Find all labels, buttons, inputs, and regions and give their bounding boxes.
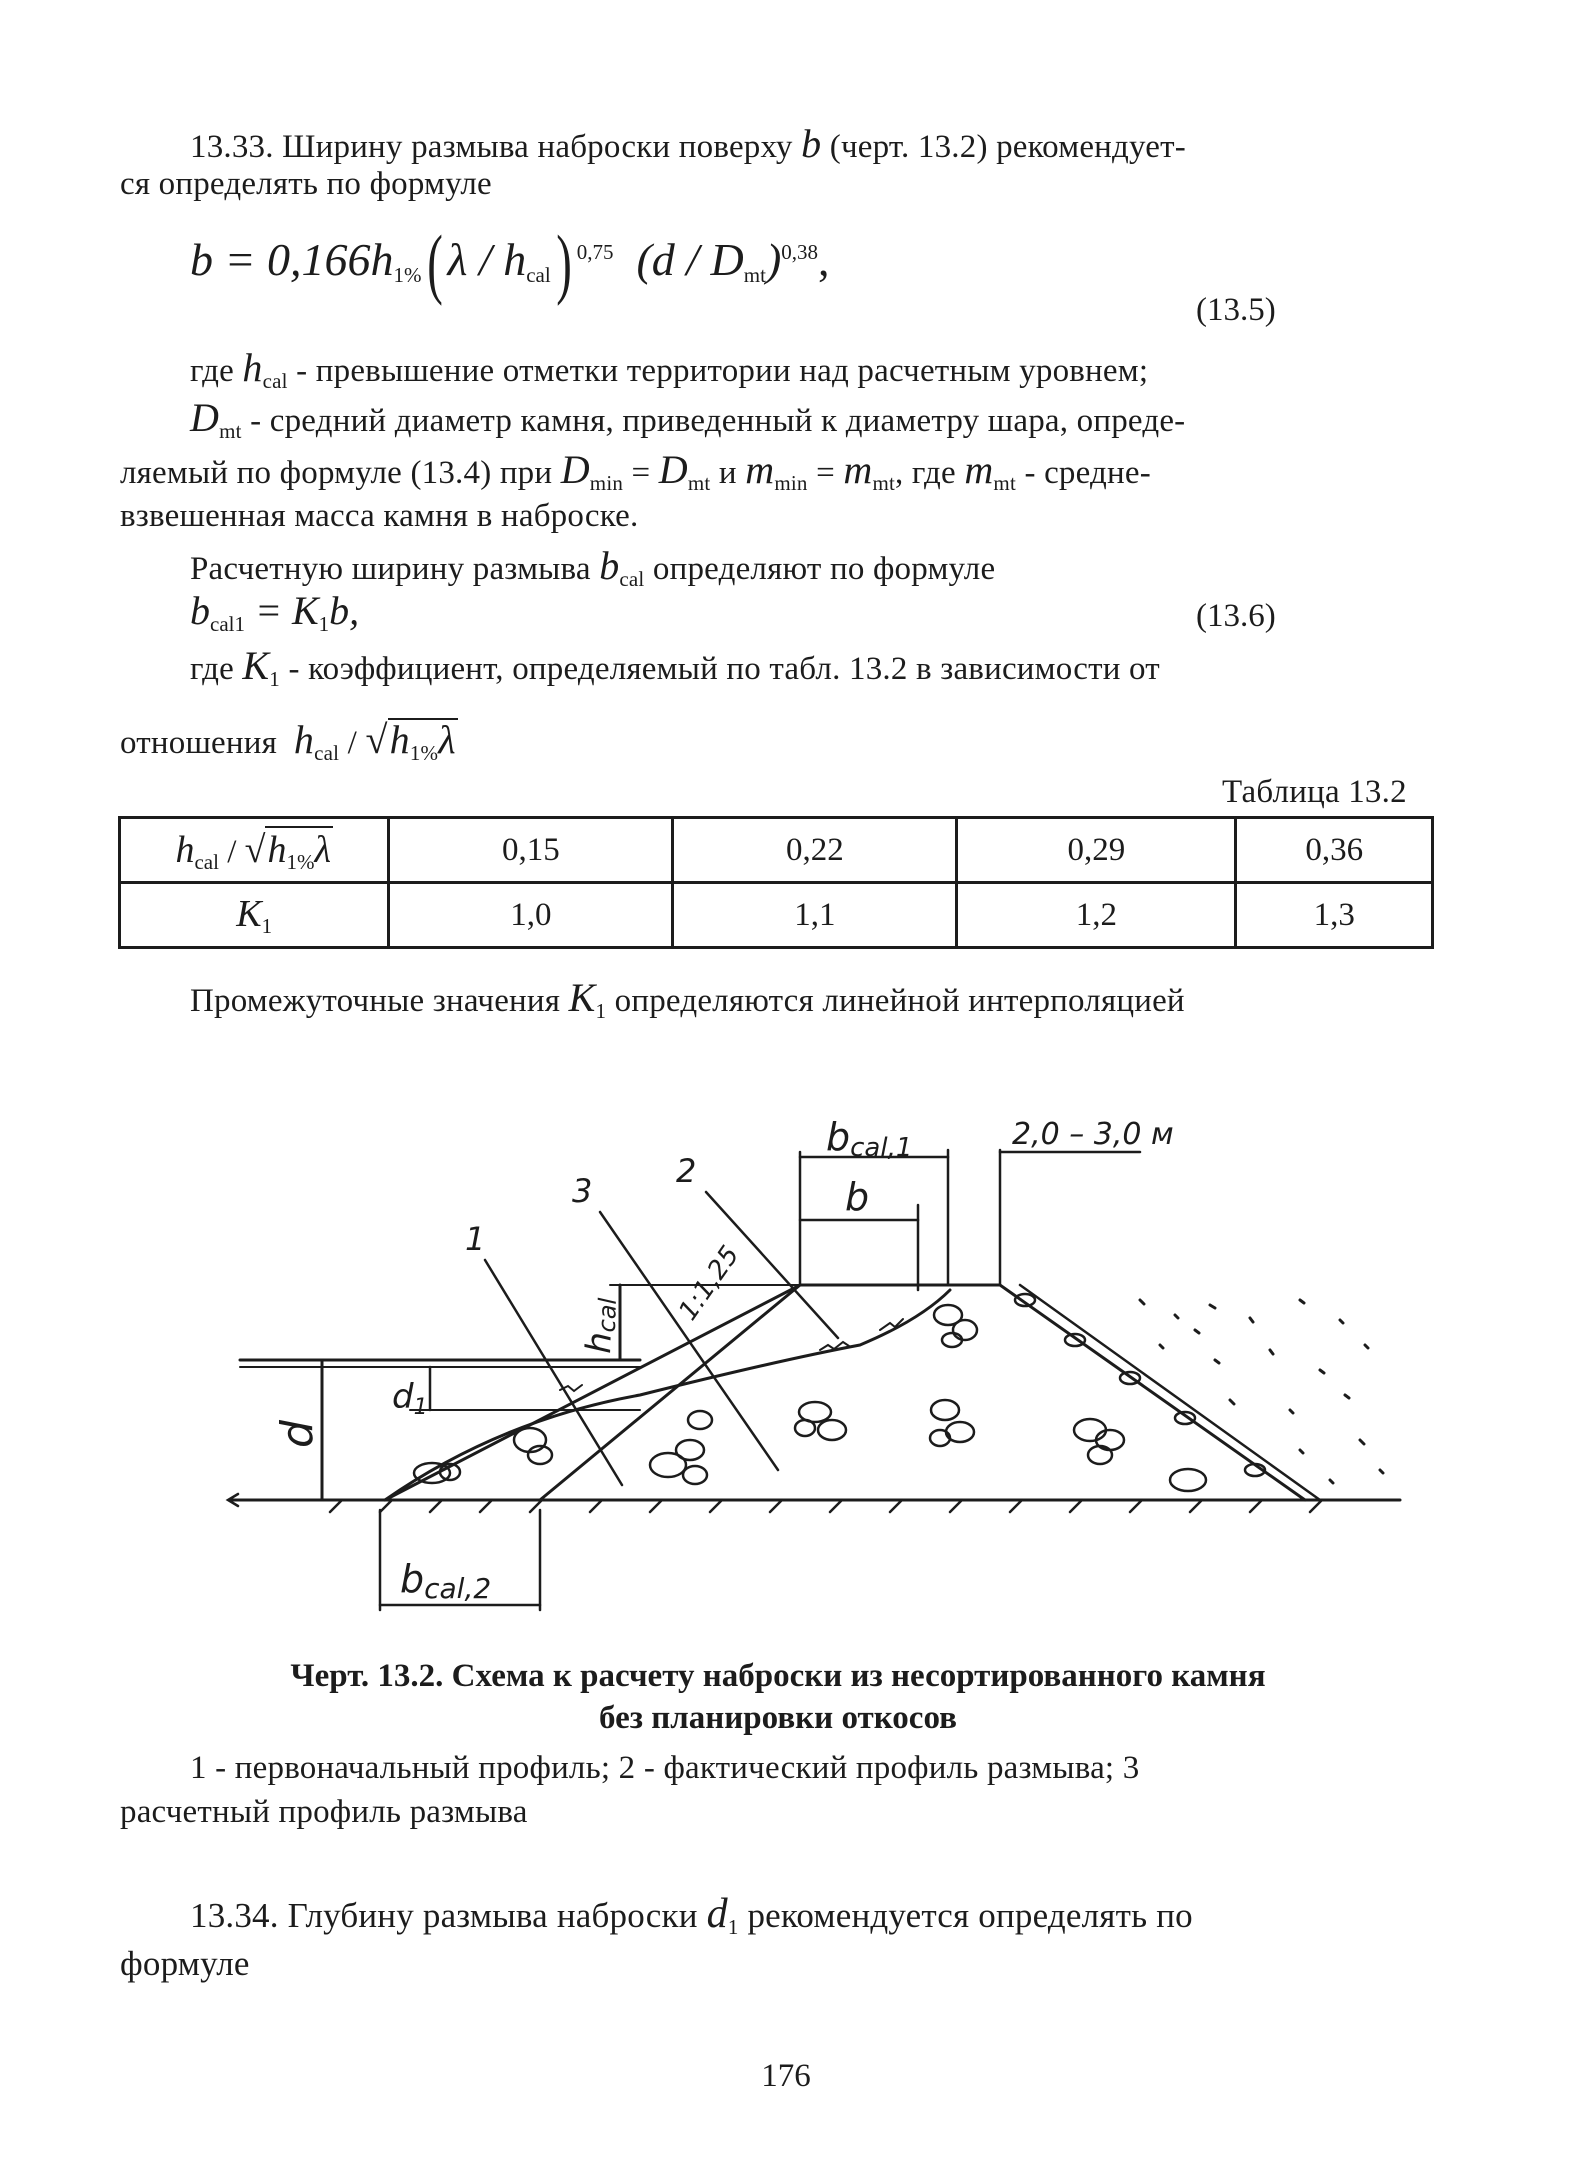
text: рекомендуется определять по (747, 1896, 1193, 1935)
label-bcal2: bcal,2 (400, 1557, 492, 1605)
text: - коэффициент, определяемый по табл. 13.2 в зависимости от (288, 651, 1160, 687)
var-K: K (236, 892, 262, 935)
table-cell: 1,3 (1236, 883, 1433, 948)
text: где (190, 353, 234, 389)
figure-caption-line2: без планировки откосов (599, 1700, 957, 1736)
label-width: 2,0 – 3,0 м (1012, 1117, 1174, 1152)
var-b: b (599, 543, 620, 588)
formula-exp: 0,38 (781, 240, 819, 264)
var-h: h (267, 828, 287, 871)
paragraph-13-34-line2: формуле (120, 1944, 250, 1983)
equation-number-13-6: (13.6) (1196, 598, 1276, 634)
table-cell: 1,0 (389, 883, 673, 948)
sub: mt (219, 419, 242, 443)
stones (414, 1294, 1265, 1491)
text: Промежуточные значения (190, 983, 561, 1019)
formula-sub: cal1 (210, 612, 245, 636)
label-d1: d1 (392, 1377, 428, 1420)
var: m (745, 447, 775, 492)
text: - превышение отметки территории над расчетным уровнем; (296, 353, 1149, 389)
text: ся определять по формуле (120, 166, 492, 202)
text: = (631, 455, 651, 491)
sub: 1 (595, 999, 607, 1023)
design-erosion-profile (540, 1285, 800, 1500)
leader-1 (485, 1260, 622, 1485)
text: ляемый по формуле (13.4) при (120, 455, 553, 491)
sub: 1 (727, 1915, 739, 1939)
var-D: D (190, 395, 220, 440)
leader-3 (600, 1212, 778, 1470)
formula-sub: mt (743, 263, 766, 287)
formula-close: ) (765, 234, 782, 285)
text: Расчетную ширину размыва (190, 551, 591, 587)
text: 13.33. Ширину размыва наброски поверху (190, 129, 793, 165)
label-slope: 1:1,25 (673, 1240, 746, 1327)
table-caption: Таблица 13.2 (1222, 774, 1407, 810)
sub: cal (619, 567, 645, 591)
label-hcal: hcal (579, 1297, 622, 1355)
table-row-header: $h_{cal} / √h_{1\%}\lambda$ (120, 818, 389, 883)
var: D (658, 447, 688, 492)
text: / (227, 833, 237, 870)
page-number: 176 (761, 2058, 811, 2094)
sub: mt (993, 471, 1016, 495)
label-1: 1 (465, 1220, 486, 1258)
text: = (816, 455, 835, 491)
text: 13.34. Глубину размыва наброски (190, 1896, 698, 1935)
sub: cal (194, 849, 219, 874)
label-b: b (845, 1175, 870, 1219)
var-K: K (568, 975, 596, 1020)
text: взвешенная масса камня в наброске. (120, 498, 639, 534)
sub: cal (262, 369, 288, 393)
sub: 1 (269, 667, 280, 691)
sub: min (774, 471, 808, 495)
label-2: 2 (676, 1152, 697, 1190)
var-h: h (175, 828, 195, 871)
var-lambda: λ (314, 828, 331, 871)
sub: mt (872, 471, 896, 495)
backfill-texture (1140, 1300, 1383, 1483)
var-b: b (801, 121, 822, 166)
text: определяют по формуле (652, 551, 996, 587)
text: (черт. 13.2) рекомендует- (829, 129, 1186, 165)
figure-caption-line1: Черт. 13.2. Схема к расчету наброски из несортированного камня (290, 1658, 1266, 1694)
sub: cal (314, 741, 340, 765)
label-bcal1: bcal,1 (826, 1115, 913, 1163)
text: и (718, 455, 737, 491)
formula-exp: 0,75 (576, 240, 614, 264)
var: m (964, 447, 994, 492)
text: отношения (120, 725, 278, 761)
var-h: h (293, 717, 315, 762)
equation-number-13-5: (13.5) (1196, 292, 1276, 328)
var: m (843, 447, 873, 492)
text: где (190, 651, 234, 687)
figure-legend-line2: расчетный профиль размыва (120, 1794, 528, 1830)
label-d: d (272, 1420, 323, 1448)
formula-lhs: b (190, 588, 210, 633)
table-cell: 1,2 (957, 883, 1236, 948)
formula-comma: , (818, 234, 830, 285)
formula-lambda: λ / h (447, 234, 527, 285)
formula-lhs: b = 0,166h (190, 234, 394, 285)
sub: 1 (261, 913, 273, 938)
var: D (560, 447, 590, 492)
formula-k: = K (254, 588, 319, 633)
formula-13-5: $b = 0,166h_{1\%}$( λ / $h_{cal}$) $^{0,75}$ $(d / D_{mt})^{0,38}$, (190, 219, 830, 306)
formula-d-part: (d / D (636, 234, 744, 285)
original-profile (385, 1285, 1305, 1500)
formula-sub: 1 (318, 612, 330, 636)
table-cell: 0,36 (1236, 818, 1433, 883)
table-cell: 0,15 (389, 818, 673, 883)
var-K: K (242, 643, 270, 688)
figure-legend-line1: 1 - первоначальный профиль; 2 - фактический профиль размыва; 3 (190, 1750, 1140, 1786)
var-h: h (242, 345, 263, 390)
table-cell: 0,29 (957, 818, 1236, 883)
table-cell: 0,22 (673, 818, 957, 883)
sub: 1% (286, 849, 315, 874)
where-ratio-line: отношения $h_{cal} / √h_{1\%}\lambda$ (120, 718, 458, 773)
var-d: d (706, 1891, 728, 1937)
table-cell: 1,1 (673, 883, 957, 948)
sub: 1% (409, 741, 439, 765)
text: определяются линейной интерполяцией (614, 983, 1185, 1019)
text: - средне- (1024, 455, 1151, 491)
text: - средний диаметр камня, приведенный к диаметру шара, опреде- (250, 403, 1186, 439)
label-3: 3 (572, 1172, 593, 1210)
formula-rhs: b, (329, 588, 360, 633)
text: , где (895, 455, 956, 491)
sub: min (589, 471, 624, 495)
var-h: h (389, 717, 410, 762)
text: / (347, 725, 358, 761)
sub: mt (687, 471, 711, 495)
formula-sub: 1% (393, 263, 422, 287)
paragraph-13-34-line1 (190, 1891, 1193, 1947)
var-lambda: λ (438, 717, 456, 762)
formula-sub: cal (526, 263, 551, 287)
